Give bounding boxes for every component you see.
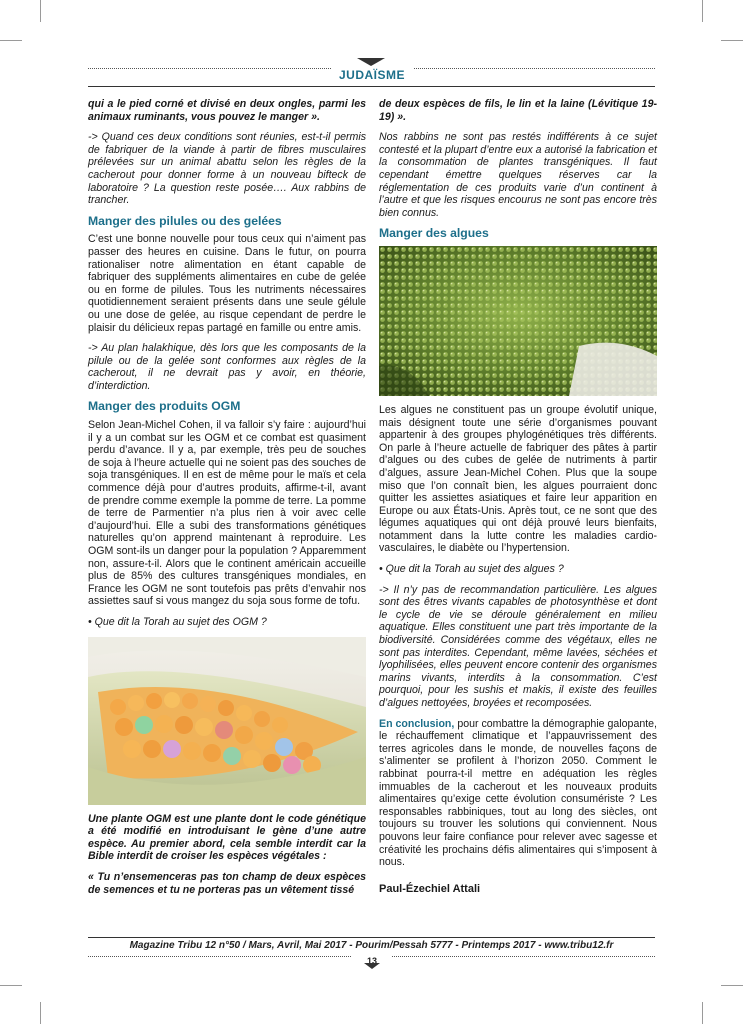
heading-ogm: Manger des produits OGM: [88, 399, 241, 414]
seaweed-illustration: [379, 246, 657, 396]
corn-photo: [88, 637, 366, 805]
heading-algues: Manger des algues: [379, 226, 489, 241]
section-title: JUDAÏSME: [338, 68, 405, 82]
paragraph: Nos rabbins ne sont pas restés indifférents à ce sujet contesté et la plupart d’entre eux a autorisé la fabrication et la consommation de plantes transgéniques. Il faut cependant émettre quelques réserves car la réglementation de ces produits varie d’un continent à l’autre et que les risques encourus ne sont pas encore très bien connus.: [379, 131, 657, 219]
right-column: [379, 98, 657, 903]
question-algues: • Que dit la Torah au sujet des algues ?: [379, 563, 564, 576]
crop-mark: [40, 1002, 41, 1024]
crop-mark: [702, 0, 703, 22]
paragraph: Selon Jean-Michel Cohen, il va falloir s’y faire : aujourd’hui il y a un combat sur les OGM et ce combat est quasiment perdu d’avance. Il y a, par exemple, très peu de souches de soja à l’heure actuelle qui ne soient pas des souches de soja transgéniques. Il en est de même pour le maïs et cela commence déjà pour d’autres produits, affirme-t-il, avant de prendre comme exemple la pomme de terre. La pomme de terre de Parmentier n’a plus rien à voir avec celle d’aujourd’hui. Elle a subi des transformations génétiques naturelles qu’on apprend maintenant à reproduire. Les OGM sont-ils un danger pour la population ? Apparemment non, assure-t-il. Alors que le continent américain accueille plus de 85% des cultures transgéniques mondiales, en France les OGM ne sont toutefois pas prêts d’envahir nos assiettes sauf si vous mangez du soja sous forme de tofu.: [88, 419, 366, 608]
paragraph: -> Au plan halakhique, dès lors que les composants de la pilule ou de la gelée sont conformes aux règles de la cacherout, il ne devrait pas y avoir, en théorie, d’interdiction.: [88, 342, 366, 392]
crop-mark: [0, 40, 22, 41]
page-number: 13: [366, 956, 377, 966]
conclusion-paragraph: [379, 718, 657, 869]
footer-rule: [88, 937, 655, 938]
heading-pilules: Manger des pilules ou des gelées: [88, 213, 282, 228]
crop-mark: [702, 1002, 703, 1024]
crop-mark: [0, 985, 22, 986]
paragraph: -> Il n’y pas de recommandation particulière. Les algues sont des êtres vivants capables de photosynthèse et dont le cycle de vie se déroule généralement en milieu aquatique. Elles constituent une part très importante de la biodiversité. Considérées comme des végétaux, elles ne sont pas interdites. Cependant, même lavées, séchées et lyophilisées, elles peuvent encore contenir des organismes marins vivants, interdits à la consommation. C’est pourquoi, pour les sushis et makis, il existe des feuilles d’algues nettoyées, broyées et recomposées.: [379, 583, 657, 709]
conclusion-lead: En conclusion,: [379, 717, 455, 730]
header-triangle: [357, 58, 385, 66]
quote: « Tu n’ensemenceras pas ton champ de deux espèces de semences et tu ne porteras pas un vêtement tissé: [88, 870, 366, 896]
quote-continued: de deux espèces de fils, le lin et la laine (Lévitique 19-19) ».: [379, 98, 657, 123]
conclusion-text: pour combattre la démographie galopante, le réchauffement climatique et l’appauvrissement des terres agricoles dans le monde, de nouvelles façons de s’alimenter se profilent à l’horizon 2050. Comment le rabbinat pourra-t-il mettre en adéquation les règles immuables de la cacherout et les nouveaux produits alimentaires qu’exige cette évolution consumériste ? Les responsables rabbiniques, tout au long des siècles, ont toujours su trouver les solutions qui conviennent. Nous pouvons leur faire confiance pour relever avec sagesse et créativité les prochains défis alimentaires qui s’imposent à nous.: [379, 717, 658, 869]
paragraph: C’est une bonne nouvelle pour tous ceux qui n’aiment pas passer des heures en cuisine. Dans le futur, on pourra rationaliser notre alimentation en étant capable de fabriquer des suppléments alimentaires en cube de gelée ou en forme de pilules. Tous les nutriments nécessaires quotidiennement seraient présents dans une seule gélule ou une dose de gelée, au risque cependant de perdre le plaisir du délicieux repas partagé en famille ou entre amis.: [88, 233, 366, 334]
author-signature: Paul-Ézechiel Attali: [379, 882, 481, 895]
paragraph: -> Quand ces deux conditions sont réunies, est-t-il permis de fabriquer de la viande à partir de fibres musculaires prélevées sur un animal abattu selon les règles de la cacherout pour donner forme à un nouveau bifteck de laboratoire ? La question reste posée…. Aux rabbins de trancher.: [88, 131, 366, 207]
question-ogm: • Que dit la Torah au sujet des OGM ?: [88, 615, 267, 628]
seaweed-photo: [379, 246, 657, 396]
footer-triangle: [364, 963, 380, 969]
crop-mark: [721, 985, 743, 986]
corn-illustration: [88, 637, 366, 805]
paragraph: Les algues ne constituent pas un groupe évolutif unique, mais désignent toute une série d’organismes pouvant appartenir à des groupes phylogénétiques très différents. On parle à l’heure actuelle de fabriquer des pâtes à partir d’algues ou des cubes de gelée de nutriments à partir d’algues, assure Jean-Michel Cohen. Plus que la soupe miso que l’on connaît bien, les algues pourraient donc quitter les assiettes asiatiques et faire leur apparition en Europe ou aux États-Unis. Après tout, ce ne sont que des légumes aquatiques qui ont déjà prouvé leurs bienfaits, notamment dans la lutte contre les maladies cardio-vasculaires, le diabète ou l’hypertension.: [379, 403, 657, 555]
left-column: [88, 98, 366, 904]
crop-mark: [721, 40, 743, 41]
header-rule: [88, 86, 655, 87]
image-caption: Une plante OGM est une plante dont le code génétique a été modifié en introduisant le gène d’une autre espèce. Au premier abord, cela semble interdit car la Bible interdit de croiser les espèces végétales :: [88, 812, 366, 863]
paragraph: qui a le pied corné et divisé en deux ongles, parmi les animaux ruminants, vous pouvez le manger ».: [88, 98, 366, 123]
crop-mark: [40, 0, 41, 22]
section-title-tab: [331, 64, 413, 86]
footer-citation: Magazine Tribu 12 n°50 / Mars, Avril, Mai 2017 - Pourim/Pessah 5777 - Printemps 2017 - www.tribu12.fr: [129, 940, 614, 951]
